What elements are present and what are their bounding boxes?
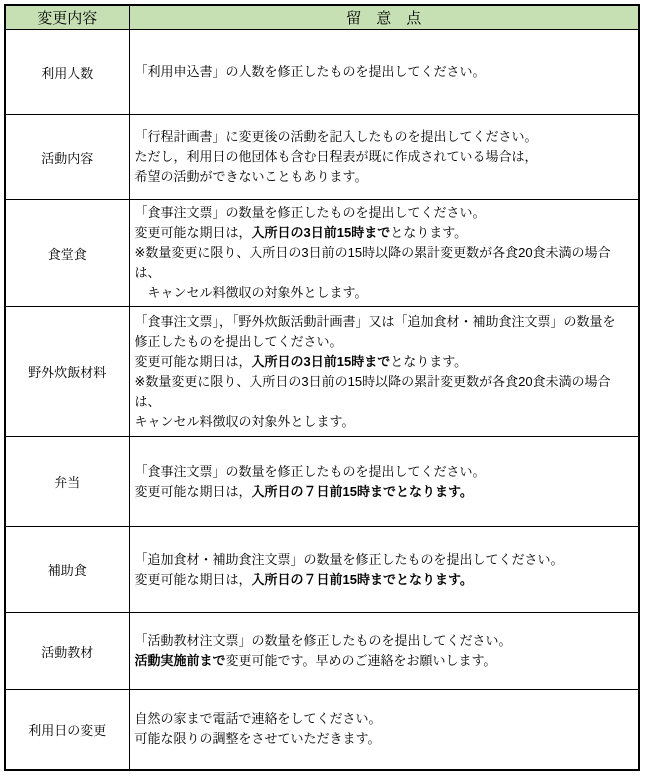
note-line (135, 332, 635, 352)
header-change-content: 変更内容 (5, 5, 129, 30)
note-text: 希望の活動ができないこともあります。 (134, 169, 368, 184)
row-label: 弁当 (5, 437, 129, 527)
note-line (135, 729, 635, 749)
note-text: キャンセル料徴収の対象外とします。 (134, 285, 368, 300)
note-text: 「食事注文票」の数量を修正したものを提出してください。 (134, 463, 486, 479)
header-row (5, 5, 639, 30)
row-notes (129, 613, 639, 690)
note-line (135, 462, 635, 482)
row-label: 食堂食 (5, 200, 129, 307)
table-row (5, 30, 639, 115)
note-text: ただし，利用日の他団体も含む日程表が既に作成されている場合は， (134, 149, 538, 164)
note-line (135, 263, 635, 283)
note-text-bold: 入所日の3日前15時まで (251, 353, 391, 369)
note-line (135, 352, 635, 372)
note-line (135, 482, 635, 502)
note-text: となります。 (390, 225, 468, 240)
note-text: 「利用申込書」の人数を修正したものを提出してください。 (134, 64, 486, 79)
note-line (135, 709, 635, 729)
note-text: 変更可能な期日は， (134, 483, 252, 499)
note-text: 変更可能です。早めのご連絡をお願いします。 (225, 653, 497, 668)
row-notes (129, 690, 639, 770)
row-label: 活動教材 (5, 613, 129, 690)
note-text: 変更可能な期日は， (134, 571, 252, 587)
note-text: 可能な限りの調整をさせていただきます。 (134, 731, 381, 747)
row-notes (129, 30, 639, 115)
note-text: キャンセル料徴収の対象外とします。 (134, 413, 355, 429)
note-line (135, 62, 635, 82)
table-row (5, 307, 639, 437)
note-line (135, 167, 635, 187)
note-line (135, 392, 635, 412)
table-row (5, 690, 639, 770)
note-text: ※数量変更に限り、入所日の3日前の15時以降の累計変更数が各食20食未満の場合 (134, 373, 611, 389)
note-line (135, 147, 635, 167)
row-notes (129, 115, 639, 200)
table-row (5, 437, 639, 527)
note-text-bold: 活動実施前まで (134, 653, 226, 668)
note-text-bold: 入所日の７日前15時までとなります。 (251, 483, 473, 499)
note-line (135, 372, 635, 392)
note-text: となります。 (390, 353, 468, 369)
table-row (5, 200, 639, 307)
row-label: 野外炊飯材料 (5, 307, 129, 437)
note-text-bold: 入所日の3日前15時まで (251, 225, 391, 240)
note-line (135, 283, 635, 303)
row-label: 利用日の変更 (5, 690, 129, 770)
row-label: 補助食 (5, 527, 129, 613)
note-line (135, 127, 635, 147)
note-text: 修正したものを提出してください。 (134, 333, 343, 349)
note-text: 「行程計画書」に変更後の活動を記入したものを提出してください。 (134, 129, 538, 144)
note-text: 「追加食材・補助食注文票」の数量を修正したものを提出してください。 (134, 551, 564, 567)
row-notes (129, 200, 639, 307)
note-text: 自然の家まで電話で連絡をしてください。 (134, 711, 382, 727)
note-text: ※数量変更に限り、入所日の3日前の15時以降の累計変更数が各食20食未満の場合 (134, 245, 611, 260)
row-notes (129, 307, 639, 437)
note-text: 「食事注文票」，「野外炊飯活動計画書」又は「追加食材・補助食注文票」の数量を (134, 313, 616, 329)
note-line (135, 570, 635, 590)
note-line (135, 631, 635, 651)
note-line (135, 412, 635, 432)
row-notes (129, 527, 639, 613)
note-line (135, 203, 635, 223)
row-label: 活動内容 (5, 115, 129, 200)
note-text: 「活動教材注文票」の数量を修正したものを提出してください。 (134, 633, 512, 648)
note-text-bold: 入所日の７日前15時までとなります。 (251, 571, 473, 587)
note-line (135, 223, 635, 243)
note-line (135, 651, 635, 671)
change-notes-table (4, 4, 640, 771)
header-notes: 留 意 点 (129, 5, 639, 30)
note-line (135, 312, 635, 332)
row-label: 利用人数 (5, 30, 129, 115)
note-line (135, 243, 635, 263)
table-row (5, 527, 639, 613)
note-line (135, 550, 635, 570)
row-notes (129, 437, 639, 527)
note-text: は、 (134, 265, 161, 280)
table-row (5, 115, 639, 200)
note-text: 変更可能な期日は， (134, 225, 252, 240)
table-row (5, 613, 639, 690)
note-text: 変更可能な期日は， (134, 353, 252, 369)
note-text: は、 (134, 393, 161, 409)
note-text: 「食事注文票」の数量を修正したものを提出してください。 (134, 205, 486, 220)
